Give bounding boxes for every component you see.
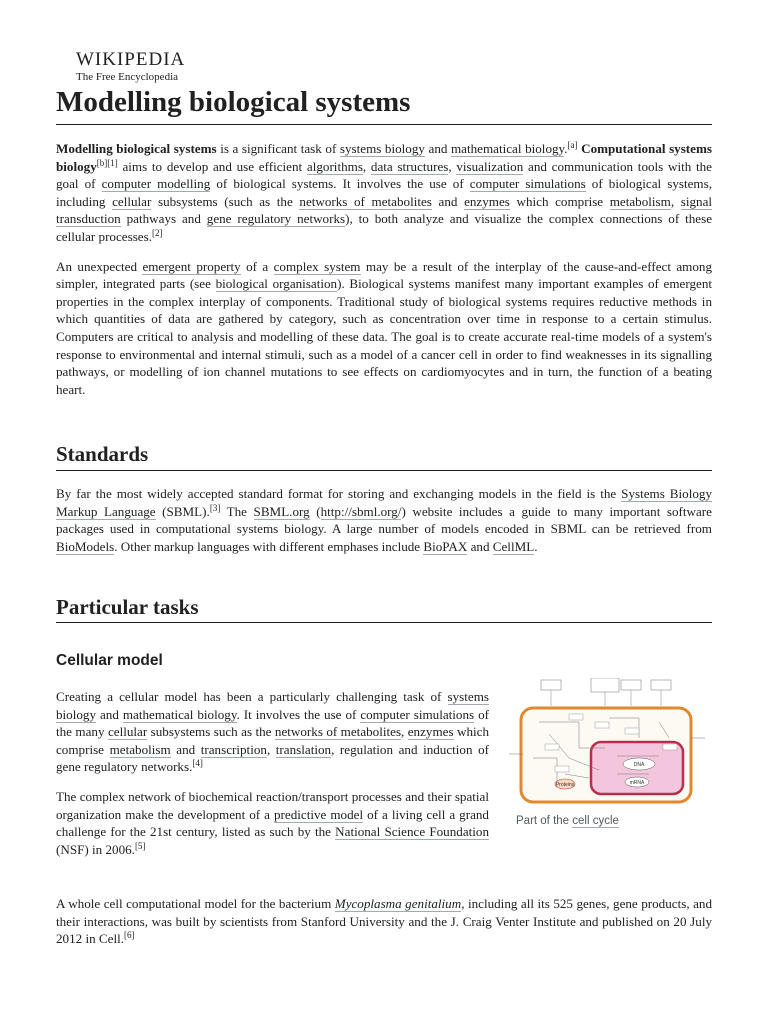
text-run: may be a result of the interplay of the cause-and-effect among simpler, integrated parts (see bbox=[56, 258, 713, 292]
intro-paragraph-2 bbox=[56, 258, 712, 399]
text-run: The complex network of biochemical reaction/transport processes and their spatial organization make the development of a bbox=[56, 788, 489, 822]
link-enzymes[interactable]: enzymes bbox=[464, 193, 510, 209]
citation bbox=[192, 758, 203, 768]
link-enzymes[interactable]: enzymes bbox=[407, 724, 454, 740]
text-run: Creating a cellular model has been a particularly challenging task of bbox=[56, 689, 448, 704]
cellular-paragraph-3 bbox=[56, 895, 712, 948]
citation-link[interactable]: [4] bbox=[192, 758, 203, 769]
citation-link[interactable]: [6] bbox=[124, 930, 135, 941]
link-systems-biology[interactable]: systems biology bbox=[56, 689, 489, 722]
whole-cell-section bbox=[56, 895, 712, 948]
intro-paragraph-1 bbox=[56, 140, 712, 246]
link-cellml[interactable]: CellML bbox=[492, 538, 535, 554]
citation-link[interactable]: [b][1] bbox=[96, 157, 118, 168]
text-run: and bbox=[431, 193, 465, 209]
text-run: of a living cell a grand challenge for the 21st century, listed as such by the bbox=[56, 806, 489, 840]
text-run: , including all its 525 genes, gene products, and their interactions, was built by scientists from Stanford University and the J. Craig Venter Institute and published on 20 July 2012 in Cell. bbox=[56, 896, 712, 947]
link-biomodels[interactable]: BioModels bbox=[56, 538, 115, 554]
link-computer-simulations[interactable]: computer simulations bbox=[360, 706, 475, 722]
link-mathematical-biology[interactable]: mathematical biology bbox=[122, 706, 237, 722]
link-mycoplasma-genitalium[interactable]: Mycoplasma genitalium bbox=[334, 896, 462, 911]
cellular-model-text bbox=[56, 688, 489, 858]
cellular-paragraph-2 bbox=[56, 788, 489, 858]
text-run: . Other markup languages with different emphases include bbox=[114, 538, 424, 554]
text-run: , bbox=[401, 724, 408, 740]
link-networks-of-metabolites[interactable]: networks of metabolites bbox=[299, 193, 432, 209]
citation-link[interactable]: [a] bbox=[567, 140, 578, 150]
text-run: aims to develop and use efficient bbox=[117, 158, 307, 174]
link-transcription[interactable]: transcription bbox=[200, 741, 267, 757]
text-run: is a significant task of bbox=[216, 141, 340, 156]
text-run: of biological systems. It involves the use of bbox=[210, 176, 470, 192]
link-systems-biology-markup-language[interactable]: Systems Biology Markup Language bbox=[56, 486, 712, 519]
text-run: . bbox=[534, 538, 538, 554]
text-run: . It involves the use of bbox=[236, 706, 361, 722]
text-run: . bbox=[564, 141, 568, 156]
link-biological-organisation[interactable]: biological organisation bbox=[215, 276, 338, 292]
text-run: (SBML). bbox=[155, 503, 210, 519]
text-run: of a bbox=[240, 258, 274, 274]
logo-wordmark: WIKIPEDIA bbox=[76, 49, 186, 70]
link-biopax[interactable]: BioPAX bbox=[423, 538, 468, 554]
proteins-label: Proteins bbox=[555, 782, 575, 788]
link-sbml-org[interactable]: SBML.org bbox=[253, 503, 310, 519]
link-data-structures[interactable]: data structures bbox=[370, 158, 449, 174]
link-cellular[interactable]: cellular bbox=[112, 193, 152, 209]
text-run: ) website includes a guide to many important software packages used in computational systems biology. A large number of models encoded in SBML can be retrieved from bbox=[56, 503, 712, 537]
text-run: which comprise bbox=[509, 193, 610, 209]
intro-section bbox=[56, 140, 712, 398]
wikipedia-logo[interactable] bbox=[76, 50, 185, 83]
text-run: , bbox=[362, 158, 371, 174]
standards-divider bbox=[56, 470, 712, 471]
text-run: An unexpected bbox=[56, 258, 143, 274]
citation bbox=[152, 228, 163, 238]
text-run: , bbox=[266, 741, 276, 757]
link-emergent-property[interactable]: emergent property bbox=[142, 258, 241, 274]
dna-label: DNA bbox=[633, 762, 645, 768]
tasks-divider bbox=[56, 622, 712, 623]
text-run: ), to both analyze and visualize the complex connections of these cellular processes. bbox=[56, 211, 713, 244]
link-cellular[interactable]: cellular bbox=[107, 724, 148, 740]
text-run: , bbox=[448, 158, 457, 174]
text-run: of biological systems, including bbox=[56, 176, 712, 209]
citation bbox=[124, 930, 135, 940]
citation bbox=[97, 158, 118, 168]
citation bbox=[568, 140, 578, 150]
text-run: pathways and bbox=[120, 211, 207, 227]
text-run: ). Biological systems manifest many important examples of emergent properties in the complex interplay of components. Traditional study of biological systems requires reductive methods in which quantities of data are gathered by category, such as concentration over time in response to a certain stimulus. Computers are critical to analysis and modelling of these data. The goal is to create accurate real-time models of a system's response to environmental and internal stimuli, such as a model of a cancer cell in order to find weaknesses in its signalling pathways, or modelling of ion channel mutations to see effects on cardiomyocytes and in turn, the function of a beating heart. bbox=[56, 276, 712, 397]
standards-paragraph bbox=[56, 485, 712, 555]
link-systems-biology[interactable]: systems biology bbox=[339, 141, 425, 156]
cellular-paragraph-1 bbox=[56, 688, 489, 776]
standards-heading: Standards bbox=[56, 442, 149, 466]
cell-cycle-diagram[interactable] bbox=[509, 678, 712, 806]
citation-link[interactable]: [3] bbox=[209, 502, 221, 513]
text-run: of the many bbox=[56, 706, 489, 740]
text-run: ( bbox=[309, 503, 321, 519]
link-predictive-model[interactable]: predictive model bbox=[274, 806, 364, 822]
citation-link[interactable]: [2] bbox=[151, 227, 163, 238]
link-translation[interactable]: translation bbox=[275, 741, 332, 757]
logo-tagline: The Free Encyclopedia bbox=[76, 71, 179, 83]
text-run: subsystems (such as the bbox=[151, 193, 300, 209]
link-mathematical-biology[interactable]: mathematical biology bbox=[450, 141, 565, 156]
mrna-label: mRNA bbox=[629, 780, 645, 786]
text-run: (NSF) in 2006. bbox=[56, 841, 135, 857]
link-http-sbml-org[interactable]: http://sbml.org/ bbox=[320, 503, 402, 519]
citation bbox=[210, 503, 221, 513]
cell-cycle-figure bbox=[509, 678, 712, 827]
cell-cycle-link[interactable]: cell cycle bbox=[572, 815, 619, 827]
text-run: , bbox=[670, 193, 681, 209]
text-run: and bbox=[424, 141, 451, 156]
page-title: Modelling biological systems bbox=[56, 86, 411, 118]
link-visualization[interactable]: visualization bbox=[456, 158, 524, 174]
title-divider bbox=[56, 124, 712, 125]
caption-prefix: Part of the bbox=[516, 815, 573, 827]
text-run: A whole cell computational model for the bacterium bbox=[56, 896, 335, 911]
standards-section bbox=[56, 485, 712, 555]
text-run: which comprise bbox=[56, 724, 489, 757]
text-run: The bbox=[220, 503, 254, 519]
link-gene-regulatory-networks[interactable]: gene regulatory networks bbox=[206, 211, 346, 227]
link-national-science-foundation[interactable]: National Science Foundation bbox=[335, 824, 489, 840]
link-complex-system[interactable]: complex system bbox=[273, 258, 361, 274]
link-computer-modelling[interactable]: computer modelling bbox=[101, 176, 211, 192]
tasks-heading: Particular tasks bbox=[56, 595, 199, 619]
text-run: and bbox=[467, 538, 493, 554]
text-run: By far the most widely accepted standard format for storing and exchanging models in the field is the bbox=[56, 486, 622, 501]
figure-caption bbox=[509, 815, 712, 827]
text-run: , regulation and induction of gene regulatory networks. bbox=[56, 741, 490, 775]
cellular-model-heading: Cellular model bbox=[56, 652, 163, 669]
link-networks-of-metabolites[interactable]: networks of metabolites bbox=[274, 724, 402, 740]
text-run: and communication tools with the goal of bbox=[56, 158, 712, 192]
text-run: and bbox=[96, 706, 123, 722]
link-signal-transduction[interactable]: signal transduction bbox=[56, 193, 713, 227]
bold-term: Computational systems biology bbox=[56, 141, 712, 174]
link-metabolism[interactable]: metabolism bbox=[109, 741, 171, 757]
citation-link[interactable]: [5] bbox=[134, 840, 146, 851]
link-metabolism[interactable]: metabolism bbox=[609, 193, 671, 209]
bold-term: Modelling biological systems bbox=[56, 141, 217, 156]
link-algorithms[interactable]: algorithms bbox=[306, 158, 363, 174]
text-run: subsystems such as the bbox=[147, 724, 275, 740]
citation bbox=[135, 841, 146, 851]
link-computer-simulations[interactable]: computer simulations bbox=[469, 176, 586, 192]
text-run: and bbox=[170, 741, 201, 757]
